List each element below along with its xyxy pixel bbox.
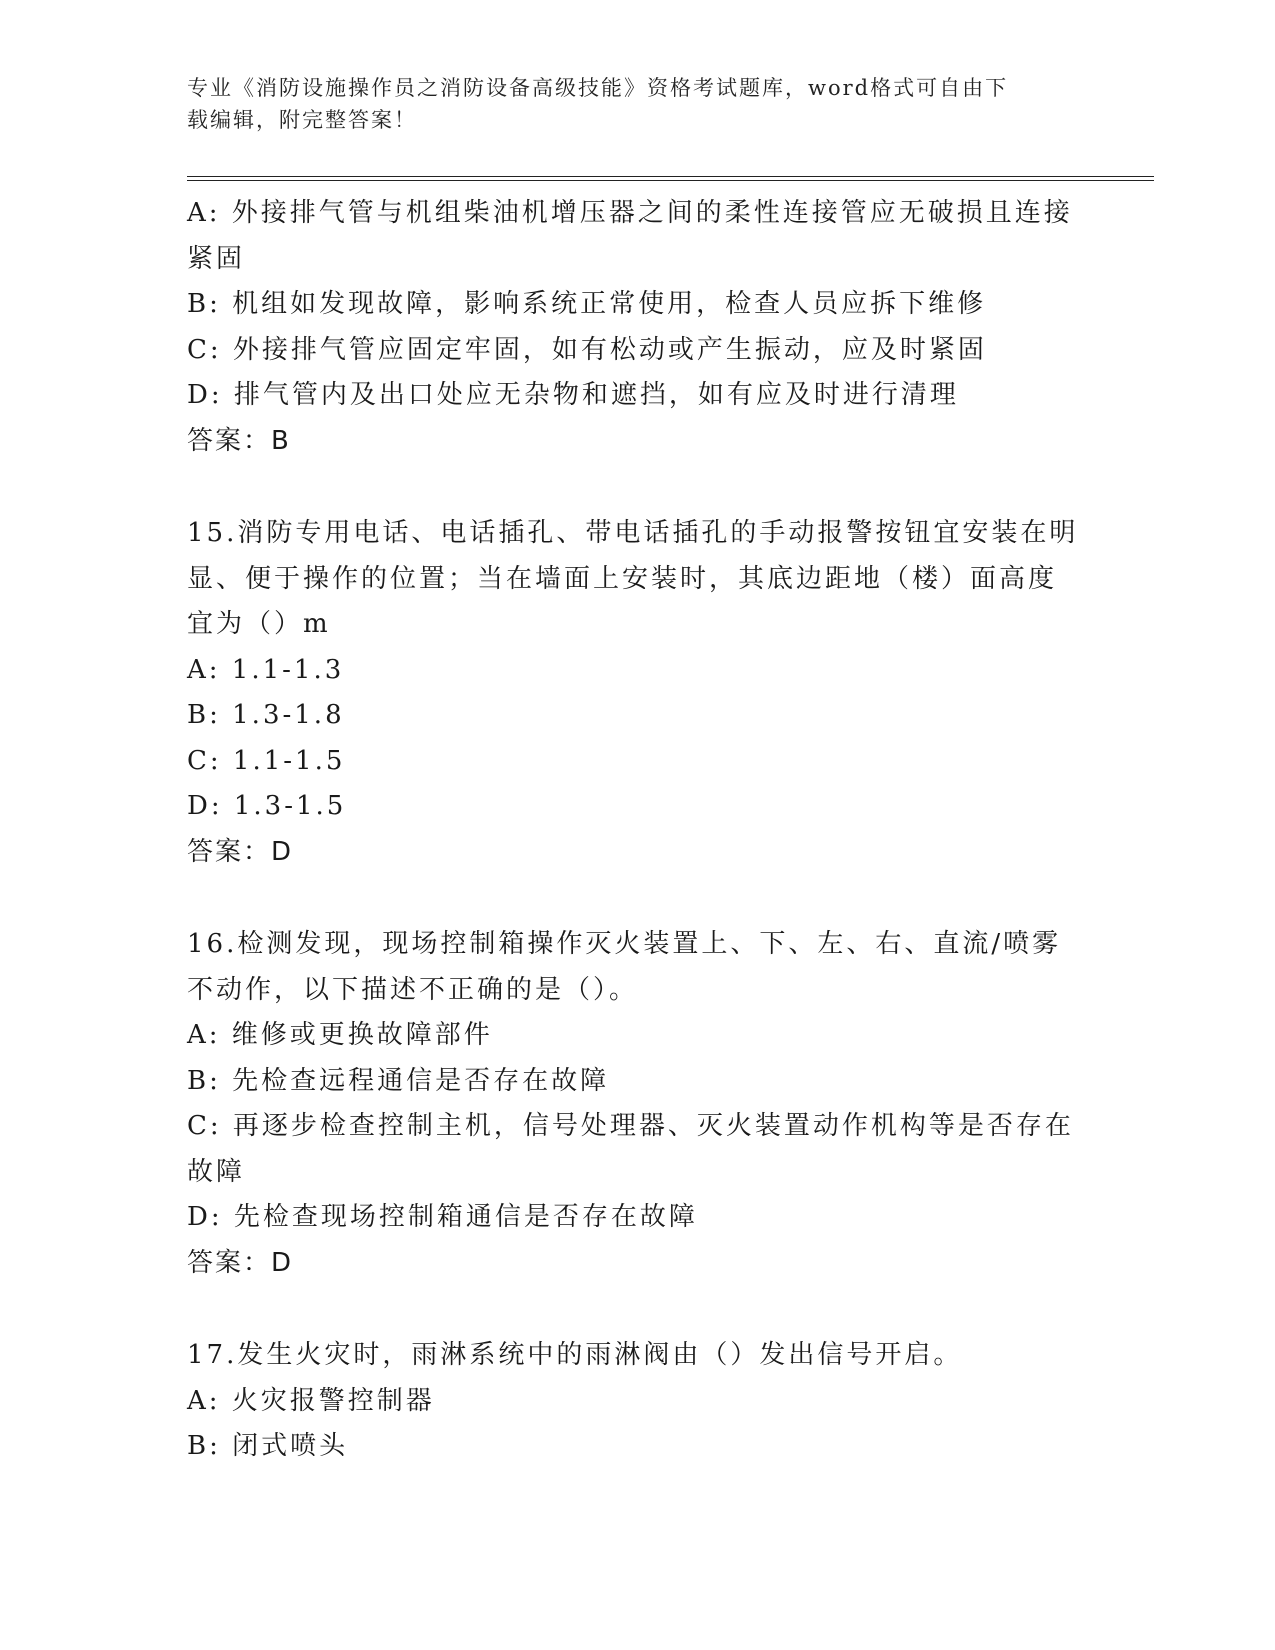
question-block [187, 191, 1087, 464]
question-block [187, 1333, 1087, 1470]
document-header [187, 72, 1087, 136]
option-line: A: 维修或更换故障部件 [187, 1020, 493, 1050]
question-text: 显、便于操作的位置；当在墙面上安装时，其底边距地（楼）面高度 [187, 563, 1058, 594]
option-line: A: 外接排气管与机组柴油机增压器之间的柔性连接管应无破损且连接 [187, 198, 1073, 228]
option-line: C: 1.1-1.5 [187, 745, 346, 776]
option-line: D: 1.3-1.5 [187, 791, 347, 821]
header-line-1: 专业《消防设施操作员之消防设备高级技能》资格考试题库，word格式可自由下 [187, 76, 1009, 100]
option-line: D: 排气管内及出口处应无杂物和遮挡，如有应及时进行清理 [187, 380, 959, 410]
option-line: D: 先检查现场控制箱通信是否存在故障 [187, 1202, 698, 1232]
option-line: B: 机组如发现故障，影响系统正常使用，检查人员应拆下维修 [187, 289, 987, 319]
question-text: 16.检测发现，现场控制箱操作灭火装置上、下、左、右、直流/喷雾 [187, 929, 1062, 959]
option-line: B: 闭式喷头 [187, 1431, 349, 1461]
question-text: 15.消防专用电话、电话插孔、带电话插孔的手动报警按钮宜安装在明 [187, 518, 1079, 548]
question-block [187, 922, 1087, 1286]
option-line: 故障 [187, 1156, 246, 1187]
header-line-2: 载编辑，附完整答案！ [187, 108, 417, 132]
answer-line: 答案：D [187, 836, 294, 867]
answer-line: 答案：D [187, 1247, 294, 1278]
option-line: B: 先检查远程通信是否存在故障 [187, 1065, 610, 1096]
question-text: 宜为（）m [187, 609, 331, 639]
option-line: 紧固 [187, 243, 246, 274]
option-line: A: 1.1-1.3 [187, 654, 345, 685]
option-line: A: 火灾报警控制器 [187, 1385, 435, 1416]
question-content [187, 191, 1087, 1470]
option-line: C: 再逐步检查控制主机，信号处理器、灭火装置动作机构等是否存在 [187, 1111, 1074, 1141]
answer-line: 答案：B [187, 425, 291, 456]
header-divider [187, 176, 1154, 181]
option-line: B: 1.3-1.8 [187, 700, 345, 730]
option-line: C: 外接排气管应固定牢固，如有松动或产生振动，应及时紧固 [187, 334, 987, 365]
question-block [187, 511, 1087, 875]
question-text: 17.发生火灾时，雨淋系统中的雨淋阀由（）发出信号开启。 [187, 1340, 963, 1370]
question-text: 不动作，以下描述不正确的是（）。 [187, 974, 639, 1005]
